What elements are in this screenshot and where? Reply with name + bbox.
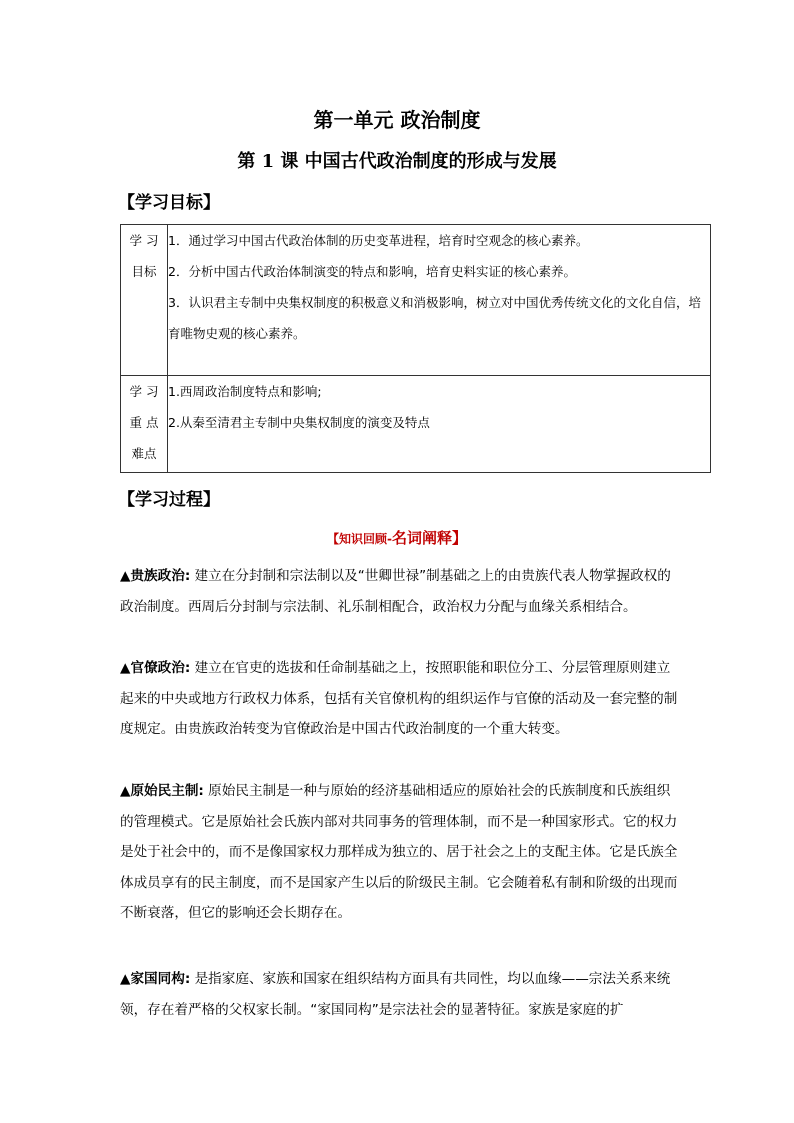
term-entry-family-state-isomorphism: [120, 964, 678, 1025]
knowledge-recall-heading: [0, 527, 794, 548]
lesson-title: 第 1 课 中国古代政治制度的形成与发展: [237, 151, 557, 172]
goals-row-key-points: [121, 376, 711, 473]
recall-prefix: 【知识回顾-: [327, 532, 392, 546]
term-label: ▲官僚政治:: [120, 660, 191, 676]
key-points-label: [121, 376, 168, 473]
term-entry-bureaucratic-politics: [120, 653, 678, 745]
term-definition: 原始民主制是一种与原始的经济基础相适应的原始社会的氏族制度和氏族组织的管理模式。它是原始社会氏族内部对共同事务的管理体制，而不是一种国家形式。它的权力是处于社会中的，而不是像国家权力那样成为独立的、居于社会之上的支配主体。它是氏族全体成员享有的民主制度，而不是国家产生以后的阶级民主制。它会随着私有制和阶级的出现而不断衰落，但它的影响还会长期存在。: [120, 783, 678, 921]
label-line: 重 点: [129, 415, 159, 430]
objectives-label: [121, 225, 168, 376]
term-entry-primitive-democracy: [120, 776, 678, 929]
goals-row-objectives: [121, 225, 711, 376]
term-definition: 建立在分封制和宗法制以及“世卿世禄”制基础之上的由贵族代表人物掌握政权的政治制度。西周后分封制与宗法制、礼乐制相配合，政治权力分配与血缘关系相结合。: [120, 568, 671, 615]
term-label: ▲原始民主制:: [120, 783, 204, 799]
key-point-item: 2.从秦至清君主专制中央集权制度的演变及特点: [168, 415, 430, 430]
label-line: 难点: [131, 446, 157, 461]
label-line: 学 习: [129, 384, 159, 399]
process-heading: 【学习过程】: [118, 490, 220, 510]
term-label: ▲贵族政治:: [120, 568, 191, 584]
unit-title: 第一单元 政治制度: [313, 108, 481, 132]
term-definition: 是指家庭、家族和国家在组织结构方面具有共同性，均以血缘——宗法关系来统领，存在着严格的父权家长制。“家国同构”是宗法社会的显著特征。家族是家庭的扩: [120, 971, 671, 1018]
objectives-content: [168, 225, 711, 376]
objective-item: 1．通过学习中国古代政治体制的历史变革进程，培育时空观念的核心素养。: [168, 233, 589, 248]
objective-item: 2．分析中国古代政治体制演变的特点和影响，培育史料实证的核心素养。: [168, 264, 576, 279]
goals-heading: 【学习目标】: [118, 193, 220, 213]
objective-item: 3．认识君主专制中央集权制度的积极意义和消极影响，树立对中国优秀传统文化的文化自信，培育唯物史观的核心素养。: [168, 295, 701, 341]
term-label: ▲家国同构:: [120, 971, 191, 987]
term-entry-aristocratic-politics: [120, 561, 678, 622]
label-line: 学 习: [129, 233, 159, 248]
key-points-content: [168, 376, 711, 473]
key-point-item: 1.西周政治制度特点和影响;: [168, 384, 322, 399]
recall-main: 名词阐释】: [391, 529, 467, 547]
term-definition: 建立在官吏的选拔和任命制基础之上，按照职能和职位分工、分层管理原则建立起来的中央或地方行政权力体系，包括有关官僚机构的组织运作与官僚的活动及一套完整的制度规定。由贵族政治转变为官僚政治是中国古代政治制度的一个重大转变。: [120, 660, 678, 737]
label-line: 目标: [131, 264, 157, 279]
goals-table: [120, 224, 711, 473]
